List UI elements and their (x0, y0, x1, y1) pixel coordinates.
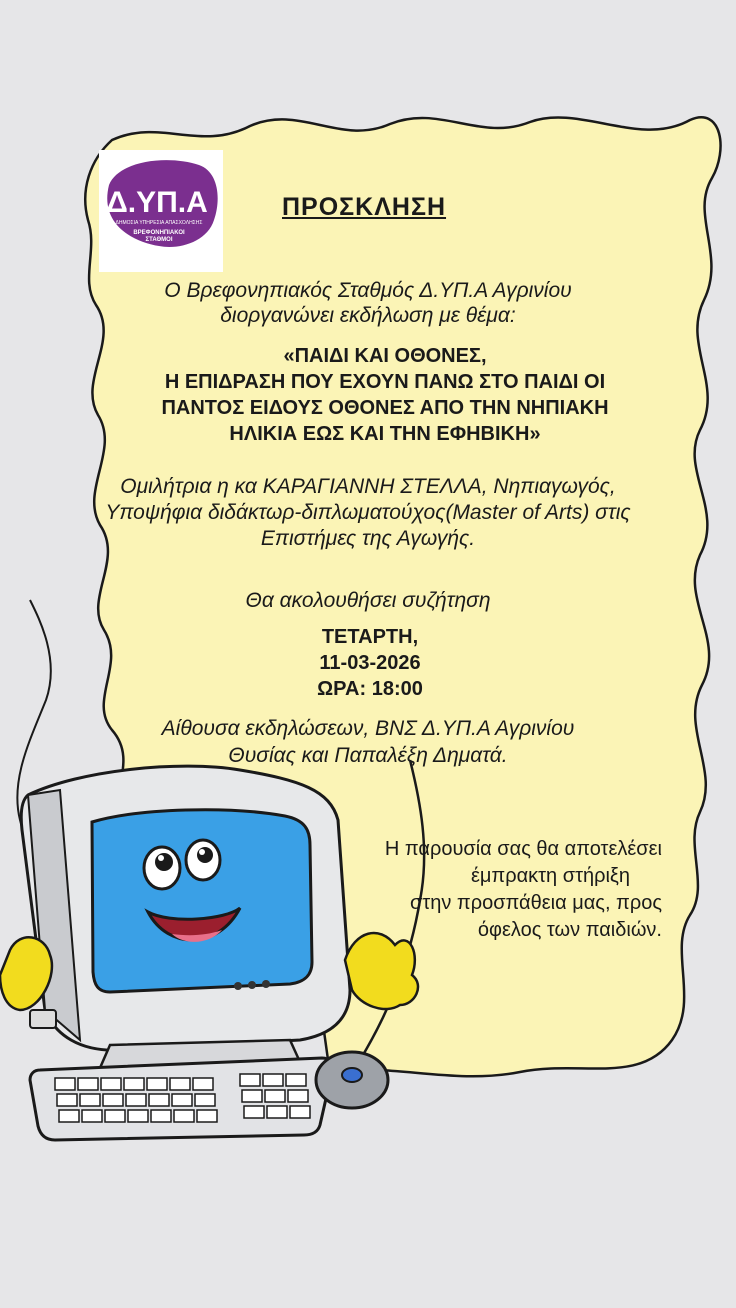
venue-line-2: Θυσίας και Παπαλέξη Δηματά. (228, 744, 508, 767)
intro-line-2: διοργανώνει εκδήλωση με θέμα: (220, 304, 516, 327)
venue-line-1: Αίθουσα εκδηλώσεων, ΒΝΣ Δ.ΥΠ.Α Αγρινίου (161, 717, 575, 740)
support-line-2: έμπρακτη στήριξη (470, 865, 630, 887)
theme-line-2: Η ΕΠΙΔΡΑΣΗ ΠΟΥ ΕΧΟΥΝ ΠΑΝΩ ΣΤΟ ΠΑΙΔΙ ΟΙ (164, 371, 606, 393)
date-value: 11-03-2026 (319, 652, 421, 674)
keyboard-keys (55, 1074, 310, 1122)
support-line-4: όφελος των παιδιών. (477, 919, 662, 941)
theme-line-1: «ΠΑΙΔΙ ΚΑΙ ΟΘΟΝΕΣ, (283, 345, 487, 367)
intro-line-1: Ο Βρεφονηπιακός Σταθμός Δ.ΥΠ.Α Αγρινίου (164, 279, 572, 302)
dypa-logo (99, 150, 223, 272)
speaker-line-3: Επιστήμες της Αγωγής. (260, 527, 476, 550)
event-date (250, 624, 490, 702)
right-hand (345, 933, 418, 1009)
speaker-line-2: Υποψήφια διδάκτωρ-διπλωματούχος(Master of Arts) στις (105, 501, 631, 524)
date-time: ΩΡΑ: 18:00 (317, 678, 423, 700)
support-line-1: Η παρουσία σας θα αποτελέσει (384, 838, 662, 860)
logo-sub2: ΒΡΕΦΟΝΗΠΙΑΚΟΙ (133, 230, 185, 236)
support-line-3: στην προσπάθεια μας, προς (409, 892, 662, 914)
event-theme (100, 343, 670, 447)
support-message (300, 836, 662, 944)
speaker-line-1: Ομιλήτρια η κα ΚΑΡΑΓΙΑΝΝΗ ΣΤΕΛΛΑ, Νηπιαγωγός, (120, 475, 616, 498)
date-day: ΤΕΤΑΡΤΗ, (321, 626, 419, 648)
page-title: ΠΡΟΣΚΛΗΣΗ (282, 193, 447, 221)
logo-name: Δ.ΥΠ.Α (106, 186, 208, 219)
logo-sub1: ΔΗΜΟΣΙΑ ΥΠΗΡΕΣΙΑ ΑΠΑΣΧΟΛΗΣΗΣ (115, 220, 203, 226)
discussion-note: Θα ακολουθήσει συζήτηση (245, 589, 491, 612)
theme-line-4: ΗΛΙΚΙΑ ΕΩΣ ΚΑΙ ΤΗΝ ΕΦΗΒΙΚΗ» (229, 423, 541, 445)
logo-sub3: ΣΤΑΘΜΟΙ (145, 237, 173, 243)
monitor-screen (92, 810, 312, 992)
theme-line-3: ΠΑΝΤΟΣ ΕΙΔΟΥΣ ΟΘΟΝΕΣ ΑΠΟ ΤΗΝ ΝΗΠΙΑΚΗ (161, 397, 609, 419)
